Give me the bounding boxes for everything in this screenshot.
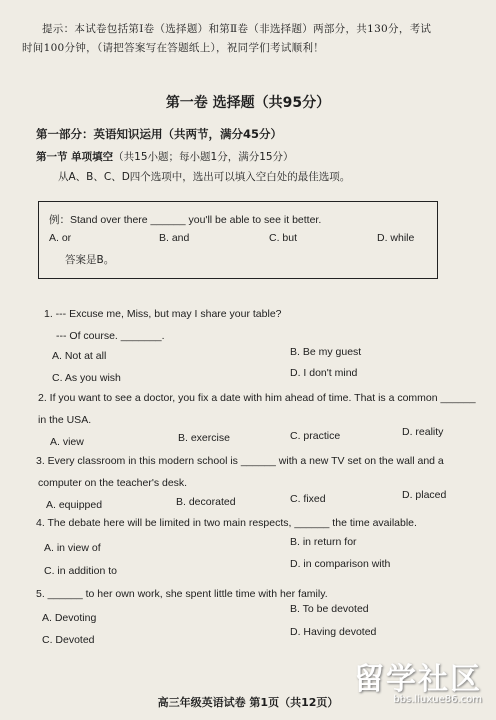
site-watermark	[318, 654, 488, 714]
volume-title: 第一卷 选择题（共95分）	[165, 95, 331, 111]
instruction-text: 从A、B、C、D四个选项中，选出可以填入空白处的最佳选项。	[58, 171, 351, 183]
example-stem: 例：Stand over there ______ you'll be able to see it better.	[49, 214, 322, 226]
question-4-option-c: C. in addition to	[44, 565, 117, 577]
example-option-b: B. and	[159, 232, 190, 244]
section-name: 第一节 单项填空	[36, 151, 114, 163]
question-2-option-b: B. exercise	[178, 432, 230, 444]
question-1-option-a: A. Not at all	[52, 350, 107, 362]
question-1-option-c: C. As you wish	[52, 372, 121, 384]
notice-line-1: 提示：本试卷包括第Ⅰ卷（选择题）和第Ⅱ卷（非选择题）两部分，共130分，考试	[42, 23, 432, 35]
section-detail: （共15小题；每小题1分，满分15分）	[113, 151, 294, 163]
question-4-option-d: D. in comparison with	[290, 558, 391, 570]
example-box	[38, 201, 438, 279]
question-2-line-1: 2. If you want to see a doctor, you fix a date with him ahead of time. That is a common ______	[38, 392, 476, 404]
question-4-line-1: 4. The debate here will be limited in two main respects, ______ the time available.	[36, 517, 417, 529]
question-3-option-c: C. fixed	[290, 493, 326, 505]
question-1-line-1: 1. --- Excuse me, Miss, but may I share your table?	[44, 308, 282, 320]
question-3-option-d: D. placed	[402, 489, 447, 501]
question-2-option-c: C. practice	[290, 430, 341, 442]
question-4-option-a: A. in view of	[44, 542, 101, 554]
part-title: 第一部分：英语知识运用（共两节，满分45分）	[36, 127, 283, 141]
example-option-a: A. or	[49, 232, 72, 244]
watermark-url: bbs.liuxue86.com	[393, 694, 482, 705]
section-heading	[36, 149, 294, 164]
question-2-option-a: A. view	[50, 436, 84, 448]
page-footer: 高三年级英语试卷 第1页（共12页）	[157, 696, 339, 709]
watermark-logo: 留学社区	[354, 662, 482, 697]
question-5-option-d: D. Having devoted	[290, 626, 377, 638]
exam-notice	[22, 20, 478, 58]
question-1-option-d: D. I don't mind	[290, 367, 358, 379]
question-1-option-b: B. Be my guest	[290, 346, 362, 358]
example-option-d: D. while	[377, 232, 415, 244]
question-3-option-a: A. equipped	[46, 499, 103, 511]
question-3-option-b: B. decorated	[176, 496, 236, 508]
example-option-c: C. but	[269, 232, 298, 244]
notice-line-2: 时间100分钟，（请把答案写在答题纸上），祝同学们考试顺利！	[22, 42, 325, 54]
question-3-line-2: computer on the teacher's desk.	[38, 477, 188, 489]
question-5-option-a: A. Devoting	[42, 612, 97, 624]
question-3-line-1: 3. Every classroom in this modern school is ______ with a new TV set on the wall and a	[36, 455, 444, 467]
question-4-option-b: B. in return for	[290, 536, 357, 548]
question-2-line-2: in the USA.	[38, 414, 92, 426]
question-5-option-c: C. Devoted	[42, 634, 95, 646]
question-2-option-d: D. reality	[402, 426, 444, 438]
question-1-line-2: --- Of course. _______.	[56, 330, 165, 342]
question-5-line-1: 5. ______ to her own work, she spent little time with her family.	[36, 588, 328, 600]
question-5-option-b: B. To be devoted	[290, 603, 369, 615]
example-answer: 答案是B。	[65, 254, 115, 266]
